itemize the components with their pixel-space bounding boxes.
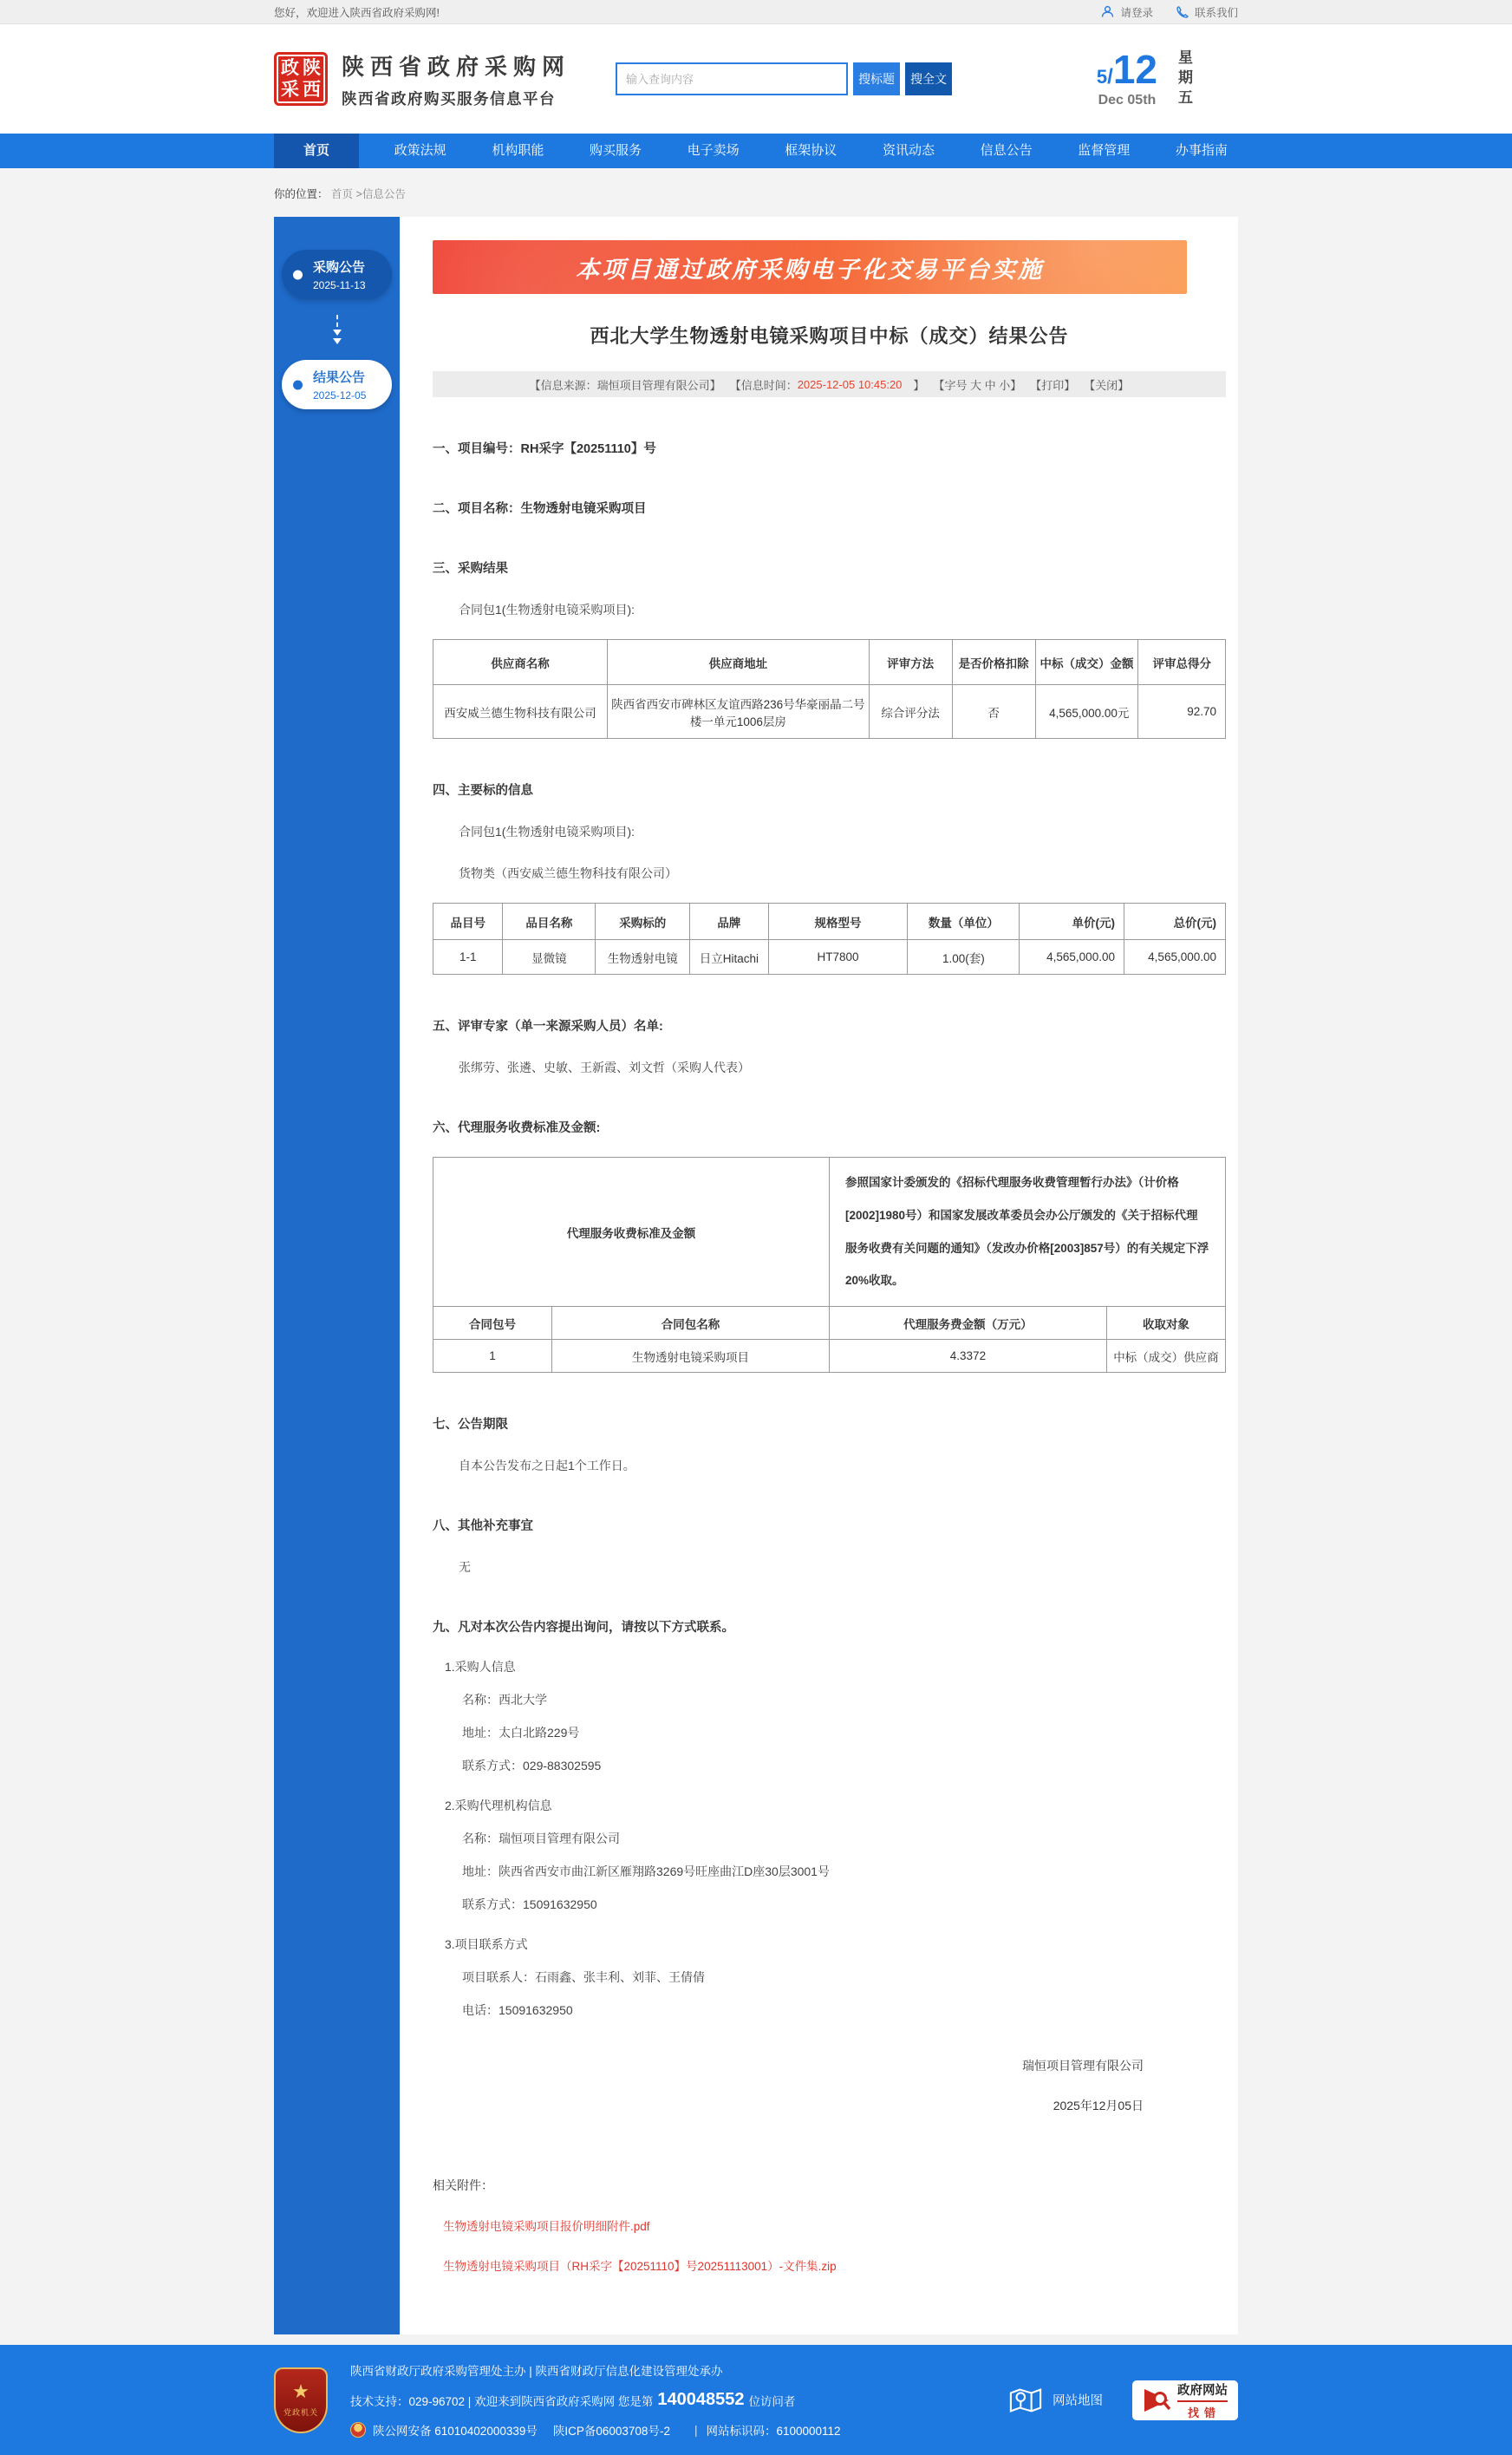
site-subtitle: 陕西省政府购买服务信息平台 [342, 89, 556, 108]
nav-item-purchase-services[interactable]: 购买服务 [589, 143, 642, 158]
table-row: 1-1 显微镜 生物透射电镜 日立Hitachi HT7800 1.00(套) 4,565,000.00 4,565,000.00 [433, 940, 1226, 975]
progress-sidebar [274, 217, 400, 2334]
search-fulltext-button[interactable]: 搜全文 [905, 62, 952, 95]
nav-item-supervision[interactable]: 监督管理 [1078, 143, 1131, 158]
project-phone: 电话：15091632950 [462, 2003, 573, 2018]
items-table [433, 903, 1226, 975]
site-logo[interactable]: 政 陕 采 西 [274, 52, 328, 106]
print-button[interactable]: 【打印】 [1030, 378, 1076, 392]
nav-item-policies[interactable]: 政策法规 [394, 143, 446, 158]
e-platform-banner: 本项目通过政府采购电子化交易平台实施 [433, 240, 1187, 294]
agency-name: 名称：瑞恒项目管理有限公司 [462, 1831, 620, 1846]
signature-block [433, 2057, 1226, 2114]
close-button[interactable]: 【关闭】 [1084, 378, 1130, 392]
result-table [433, 639, 1226, 739]
sidebar-step-result-notice[interactable]: 结果公告 2025-12-05 [282, 360, 392, 409]
public-security-beian-link[interactable]: 陕公网安备 61010402000339号 [373, 2425, 538, 2439]
site-code: 网站标识码：6100000112 [706, 2425, 841, 2439]
section-8-other-matters: 八、其他补充事宜 [433, 1519, 533, 1534]
nav-item-home[interactable]: 首页 [274, 134, 359, 168]
section-5-experts: 五、评审专家（单一来源采购人员）名单: [433, 1020, 663, 1034]
section-2-project-name: 二、项目名称：生物透射电镜采购项目 [433, 502, 647, 516]
meta-time-label: 【信息时间： [729, 378, 798, 392]
signature-date: 2025年12月05日 [1053, 2099, 1144, 2113]
flow-arrow-down-icon [274, 315, 400, 344]
date-day: 12 [1112, 47, 1157, 92]
site-header [0, 24, 1512, 134]
nav-item-e-mall[interactable]: 电子卖场 [687, 143, 740, 158]
date-weekday: 星期五 [1176, 49, 1192, 109]
purchaser-info-title: 1.采购人信息 [445, 1660, 516, 1675]
step-dot [293, 380, 303, 389]
other-matters-text: 无 [459, 1560, 471, 1575]
section-4-package: 合同包1(生物透射电镜采购项目): [459, 825, 635, 839]
map-icon [1009, 2386, 1042, 2415]
table-row: 代理服务收费标准及金额 参照国家计委颁发的《招标代理服务收费管理暂行办法》（计价格[2002]1980号）和国家发展改革委员会办公厅颁发的《关于招标代理服务收费有关问题的通知》（发改办价格[2003]857号）的有关规定下浮20%收取。 [433, 1158, 1226, 1307]
attachment-zip-link[interactable]: 生物透射电镜采购项目（RH采字【20251110】号20251113001）-文件集.zip [443, 2260, 837, 2274]
table-header-row: 供应商名称 供应商地址 评审方法 是否价格扣除 中标（成交）金额 评审总得分 [433, 640, 1226, 685]
nav-item-functions[interactable]: 机构职能 [492, 143, 544, 158]
agency-address: 地址：陕西省西安市曲江新区雁翔路3269号旺座曲江D座30层3001号 [462, 1864, 830, 1879]
page-title: 西北大学生物透射电镜采购项目中标（成交）结果公告 [590, 325, 1069, 347]
meta-time: 2025-12-05 10:45:20 [797, 377, 903, 391]
section-4-main-subject: 四、主要标的信息 [433, 784, 533, 798]
breadcrumb-home-link[interactable]: 首页 [331, 188, 354, 200]
visitor-count: 140048552 [657, 2390, 745, 2410]
meta-source: 【信息来源：瑞恒项目管理有限公司】 [529, 378, 721, 392]
breadcrumb-current: 信息公告 [362, 188, 406, 200]
date-widget: 5/12 Dec 05th 星期五 [1097, 49, 1238, 109]
date-english: Dec 05th [1098, 93, 1157, 108]
section-1-project-number: 一、项目编号：RH采字【20251110】号 [433, 442, 656, 456]
table-row: 西安威兰德生物科技有限公司 陕西省西安市碑林区友谊西路236号华豪丽晶二号楼一单元1006层房 综合评分法 否 4,565,000.00元 92.70 [433, 685, 1226, 739]
attachments-label: 相关附件： [433, 2178, 493, 2193]
error-report-icon [1143, 2386, 1172, 2415]
project-contacts: 项目联系人：石雨鑫、张丰利、刘菲、王倩倩 [462, 1970, 705, 1985]
contact-us-link[interactable]: 联系我们 [1176, 4, 1238, 20]
project-contact-title: 3.项目联系方式 [445, 1937, 528, 1952]
search-title-button[interactable]: 搜标题 [853, 62, 900, 95]
footer-support-line: 技术支持：029-96702 | 欢迎来到陕西省政府采购网 您是第 140048552 位访问者 [350, 2390, 796, 2410]
user-icon [1100, 4, 1115, 19]
agency-info-title: 2.采购代理机构信息 [445, 1799, 552, 1813]
phone-icon [1176, 5, 1189, 19]
section-6-agency-fee: 六、代理服务收费标准及金额: [433, 1121, 601, 1135]
main-nav [0, 134, 1512, 168]
gov-site-error-report-badge[interactable]: 政府网站 找错 [1132, 2380, 1238, 2420]
step-dot [293, 270, 303, 279]
section-3-package: 合同包1(生物透射电镜采购项目): [459, 603, 635, 617]
agency-fee-table [433, 1157, 1226, 1373]
nav-item-guide[interactable]: 办事指南 [1175, 143, 1228, 158]
attachment-pdf-link[interactable]: 生物透射电镜采购项目报价明细附件.pdf [443, 2220, 650, 2234]
police-badge-icon [350, 2422, 366, 2438]
notice-period-text: 自本公告发布之日起1个工作日。 [459, 1459, 635, 1473]
footer-beian-line: 陕公网安备 61010402000339号 陕ICP备06003708号-2 | 网站标识码：6100000112 [350, 2421, 841, 2439]
purchaser-name: 名称：西北大学 [462, 1693, 547, 1707]
nav-item-announcements[interactable]: 信息公告 [980, 143, 1033, 158]
section-4-category: 货物类（西安威兰德生物科技有限公司） [459, 866, 677, 880]
search-box [616, 62, 952, 95]
table-header-row: 品目号 品目名称 采购标的 品牌 规格型号 数量（单位） 单价(元) 总价(元) [433, 904, 1226, 940]
top-utility-bar [0, 0, 1512, 24]
attachments-section [433, 2177, 1226, 2274]
font-size-control[interactable]: 【字号 大 中 小】 [933, 378, 1022, 392]
table-row: 1 生物透射电镜采购项目 4.3372 中标（成交）供应商 [433, 1340, 1226, 1373]
table-header-row: 合同包号 合同包名称 代理服务费金额（万元） 收取对象 [433, 1307, 1226, 1340]
section-3-result: 三、采购结果 [433, 562, 508, 576]
nav-item-news[interactable]: 资讯动态 [882, 143, 935, 158]
sidebar-step-procurement-notice[interactable]: 采购公告 2025-11-13 [282, 250, 392, 299]
section-7-notice-period: 七、公告期限 [433, 1418, 508, 1433]
search-input[interactable] [616, 62, 848, 95]
article-meta-bar: 【信息来源：瑞恒项目管理有限公司】 【信息时间： 2025-12-05 10:45:20 】 【字号 大 中 小】 【打印】 【关闭】 [433, 371, 1226, 397]
expert-names: 张绑劳、张遴、史敏、王新霞、刘文哲（采购人代表） [459, 1061, 750, 1074]
site-footer [0, 2345, 1512, 2455]
signature-company: 瑞恒项目管理有限公司 [1022, 2059, 1144, 2073]
sitemap-link[interactable]: 网站地图 [1009, 2386, 1103, 2415]
agency-phone: 联系方式：15091632950 [462, 1897, 597, 1912]
site-name: 陕西省政府采购网 [342, 53, 571, 80]
party-government-shield-icon: ★ 党政机关 [274, 2367, 328, 2433]
breadcrumb: 你的位置： 首页 >信息公告 [274, 188, 406, 200]
icp-beian-link[interactable]: 陕ICP备06003708号-2 [552, 2425, 670, 2439]
welcome-text: 您好，欢迎进入陕西省政府采购网! [274, 6, 440, 19]
footer-organizer-line: 陕西省财政厅政府采购管理处主办 | 陕西省财政厅信息化建设管理处承办 [350, 2365, 723, 2379]
article [400, 217, 1238, 2334]
purchaser-address: 地址：太白北路229号 [462, 1726, 580, 1740]
section-9-contact: 九、凡对本次公告内容提出询问，请按以下方式联系。 [433, 1621, 734, 1636]
nav-item-framework-agreement[interactable]: 框架协议 [785, 143, 837, 158]
date-month: 5 [1096, 66, 1108, 88]
purchaser-phone: 联系方式：029-88302595 [462, 1759, 602, 1773]
login-link[interactable]: 请登录 [1100, 4, 1153, 20]
